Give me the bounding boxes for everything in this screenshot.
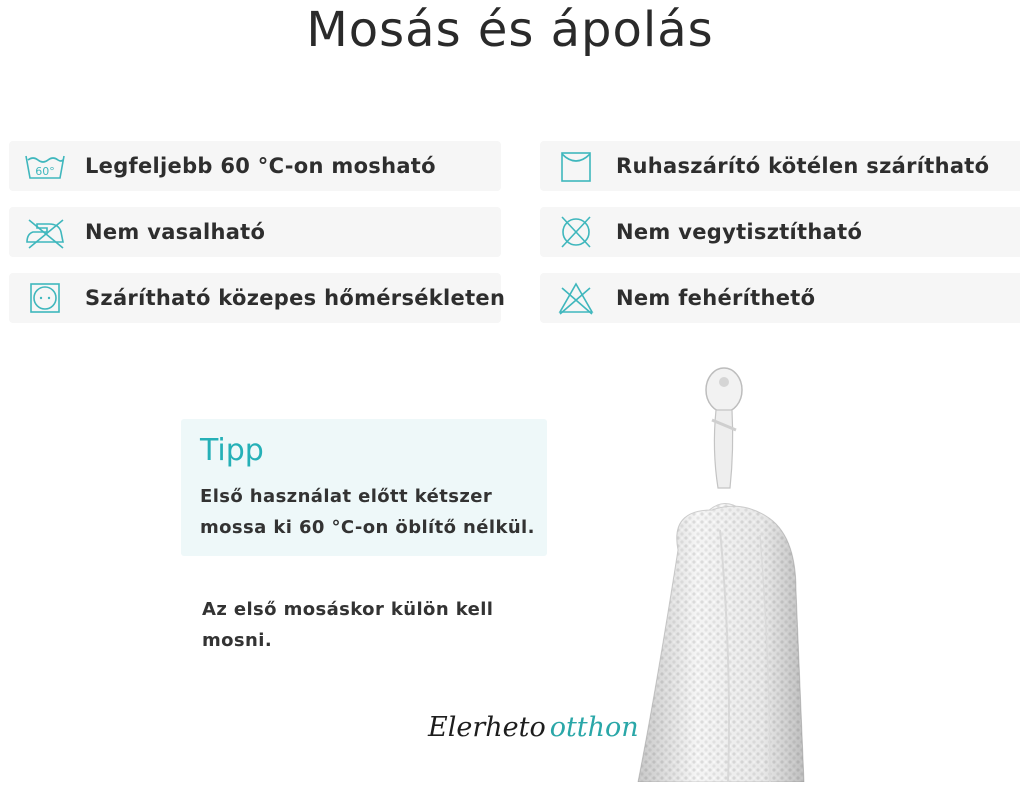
wash-note: Az első mosáskor külön kell mosni. <box>202 599 494 651</box>
care-item-no-bleach <box>540 273 1020 323</box>
logo-word-2: otthon <box>549 712 639 743</box>
care-label: Nem fehéríthető <box>616 286 816 310</box>
page-title: Mosás és ápolás <box>306 2 714 58</box>
tumble-dry-medium-icon <box>23 278 67 318</box>
care-label: Nem vegytisztítható <box>616 220 863 244</box>
no-iron-icon <box>23 212 67 252</box>
tip-box <box>181 419 547 556</box>
no-bleach-icon <box>554 278 598 318</box>
care-item-no-iron <box>9 207 501 257</box>
care-label: Szárítható közepes hőmérsékleten <box>85 286 506 310</box>
care-label: Ruhaszárító kötélen szárítható <box>616 154 990 178</box>
logo-word-1: Elerheto <box>428 712 546 743</box>
care-label: Nem vasalható <box>85 220 266 244</box>
care-item-tumble-dry <box>9 273 506 323</box>
care-item-no-dry-clean <box>540 207 1020 257</box>
tip-text: Első használat előtt kétszer mossa ki 60 °C-on öblítő nélkül. <box>200 486 535 538</box>
no-dry-clean-icon <box>554 212 598 252</box>
towel-hook-image <box>620 360 1020 782</box>
tip-title: Tipp <box>200 433 264 468</box>
brand-logo <box>428 712 639 756</box>
care-label: Legfeljebb 60 °C-on mosható <box>85 154 436 178</box>
wash-60-icon <box>23 146 67 186</box>
line-dry-icon <box>554 146 598 186</box>
wash-temp-text: 60° <box>35 165 55 178</box>
care-item-line-dry <box>540 141 1020 191</box>
care-item-wash <box>9 141 501 191</box>
